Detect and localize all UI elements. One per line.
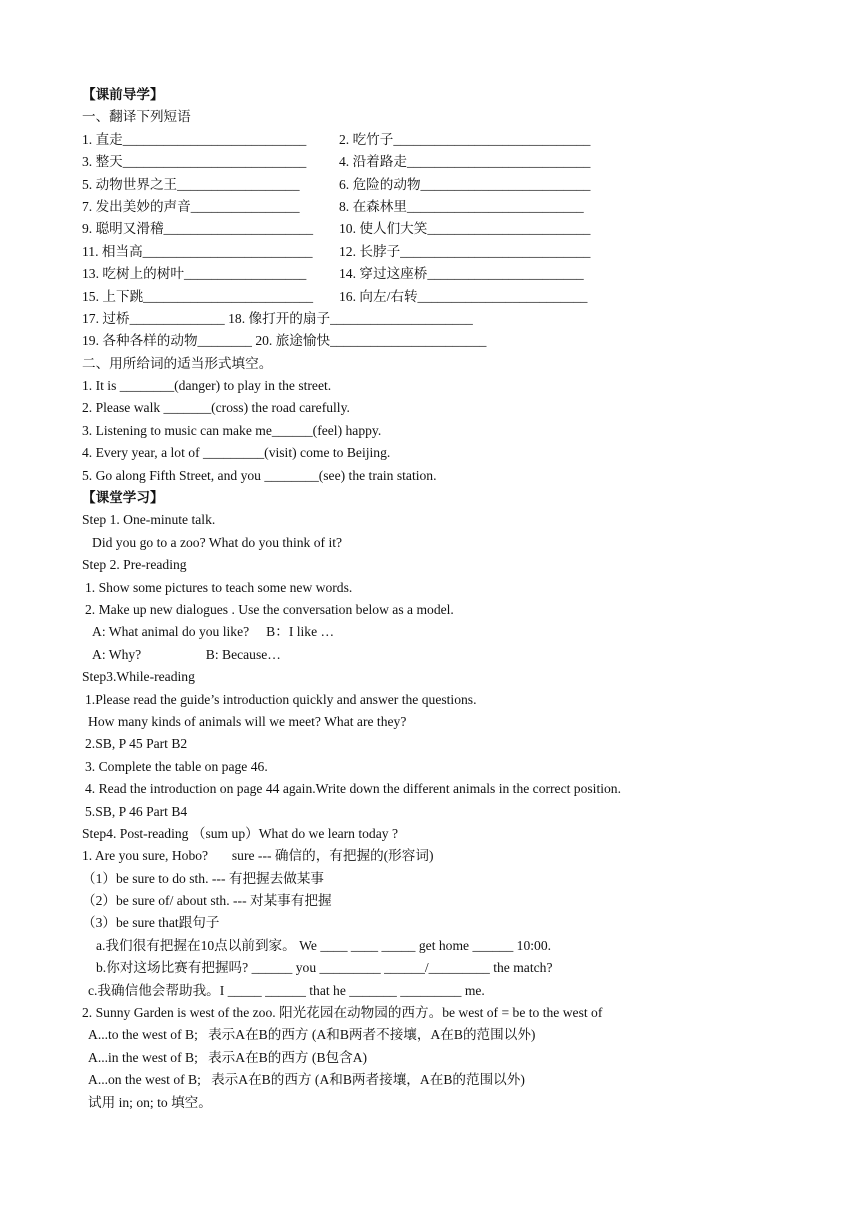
exercise-instruction: 试用 in; on; to 填空。 <box>88 1094 212 1110</box>
language-point-2: 2. Sunny Garden is west of the zoo. 阳光花园在动物园的西方。be west of = be to the west of <box>82 1005 603 1021</box>
phrase-cell: 2. 吃竹子_____________________________ <box>339 131 591 147</box>
phrase-row <box>82 174 782 196</box>
phrase-row <box>82 151 782 173</box>
language-point-sub: A...to the west of B; 表示A在B的西方 (A和B两者不接壤，A在B的范围以外) <box>88 1027 536 1043</box>
exercise-line: b.你对这场比赛有把握吗? ______ you _________ ______/_________ the match? <box>96 960 553 976</box>
phrase-cell: 11. 相当高_________________________ <box>82 243 313 259</box>
step-1-title: Step 1. One-minute talk. <box>82 512 216 528</box>
phrase-cell: 13. 吃树上的树叶__________________ <box>82 266 307 282</box>
phrase-cell: 10. 使人们大笑________________________ <box>339 221 591 237</box>
phrase-cell: 7. 发出美妙的声音________________ <box>82 198 300 214</box>
step-4-title: Step4. Post-reading （sum up）What do we learn today ? <box>82 825 398 841</box>
worksheet <box>82 84 782 1114</box>
language-point-sub: （1）be sure to do sth. --- 有把握去做某事 <box>82 870 325 886</box>
part-title-translate: 一、翻译下列短语 <box>82 109 191 125</box>
phrase-row <box>82 218 782 240</box>
language-point-sub: （2）be sure of/ about sth. --- 对某事有把握 <box>82 893 332 909</box>
phrase-cell: 5. 动物世界之王__________________ <box>82 176 300 192</box>
fill-item: 4. Every year, a lot of _________(visit) come to Beijing. <box>82 445 391 461</box>
dialogue-line: A: What animal do you like? B：I like … <box>92 624 335 640</box>
language-point-sub: A...on the west of B; 表示A在B的西方 (A和B两者接壤，A在B的范围以外) <box>88 1072 525 1088</box>
phrase-cell: 6. 危险的动物_________________________ <box>339 176 591 192</box>
step-3-title: Step3.While-reading <box>82 669 195 685</box>
step-3-question: How many kinds of animals will we meet? What are they? <box>88 713 407 729</box>
phrase-table <box>82 129 782 308</box>
phrase-row <box>82 263 782 285</box>
phrase-cell: 12. 长脖子____________________________ <box>339 243 591 259</box>
step-3-item: 3. Complete the table on page 46. <box>85 758 268 774</box>
phrase-line-19-20: 19. 各种各样的动物________ 20. 旅途愉快_______________________ <box>82 333 487 349</box>
step-3-item: 5.SB, P 46 Part B4 <box>85 803 188 819</box>
step-2-item: 2. Make up new dialogues . Use the conversation below as a model. <box>85 601 454 617</box>
dialogue-line: A: Why? B: Because… <box>92 646 281 662</box>
phrase-cell: 8. 在森林里__________________________ <box>339 198 584 214</box>
language-point-sub: （3）be sure that跟句子 <box>82 915 220 931</box>
exercise-line: c.我确信他会帮助我。I _____ ______ that he _______ _________ me. <box>88 982 485 998</box>
phrase-line-17-18: 17. 过桥______________ 18. 像打开的扇子_____________________ <box>82 310 473 326</box>
phrase-cell: 4. 沿着路走___________________________ <box>339 154 591 170</box>
phrase-cell: 16. 向左/右转_________________________ <box>339 288 588 304</box>
fill-item: 3. Listening to music can make me______(feel) happy. <box>82 422 382 438</box>
phrase-cell: 1. 直走___________________________ <box>82 131 307 147</box>
phrase-row <box>82 286 782 308</box>
section-heading-pre-class: 【课前导学】 <box>82 87 164 102</box>
step-2-item: 1. Show some pictures to teach some new words. <box>85 579 353 595</box>
step-3-item: 4. Read the introduction on page 44 again.Write down the different animals in the correct position. <box>85 781 622 797</box>
fill-item: 5. Go along Fifth Street, and you ________(see) the train station. <box>82 467 437 483</box>
step-2-title: Step 2. Pre-reading <box>82 557 187 573</box>
step-1-question: Did you go to a zoo? What do you think of it? <box>92 534 343 550</box>
phrase-cell: 15. 上下跳_________________________ <box>82 288 314 304</box>
phrase-row <box>82 241 782 263</box>
phrase-row <box>82 196 782 218</box>
language-point-1: 1. Are you sure, Hobo? sure --- 确信的，有把握的(形容词) <box>82 848 434 864</box>
phrase-row <box>82 129 782 151</box>
phrase-cell: 3. 整天___________________________ <box>82 154 307 170</box>
fill-item: 1. It is ________(danger) to play in the street. <box>82 378 332 394</box>
step-3-item: 1.Please read the guide’s introduction quickly and answer the questions. <box>85 691 477 707</box>
fill-item: 2. Please walk _______(cross) the road carefully. <box>82 400 350 416</box>
part-title-fill-in: 二、用所给词的适当形式填空。 <box>82 355 273 371</box>
step-3-item: 2.SB, P 45 Part B2 <box>85 736 188 752</box>
phrase-cell: 9. 聪明又滑稽______________________ <box>82 221 314 237</box>
language-point-sub: A...in the west of B; 表示A在B的西方 (B包含A) <box>88 1049 368 1065</box>
exercise-line: a.我们很有把握在10点以前到家。 We ____ ____ _____ get home ______ 10:00. <box>96 937 552 953</box>
phrase-cell: 14. 穿过这座桥_______________________ <box>339 266 584 282</box>
section-heading-in-class: 【课堂学习】 <box>82 490 164 506</box>
